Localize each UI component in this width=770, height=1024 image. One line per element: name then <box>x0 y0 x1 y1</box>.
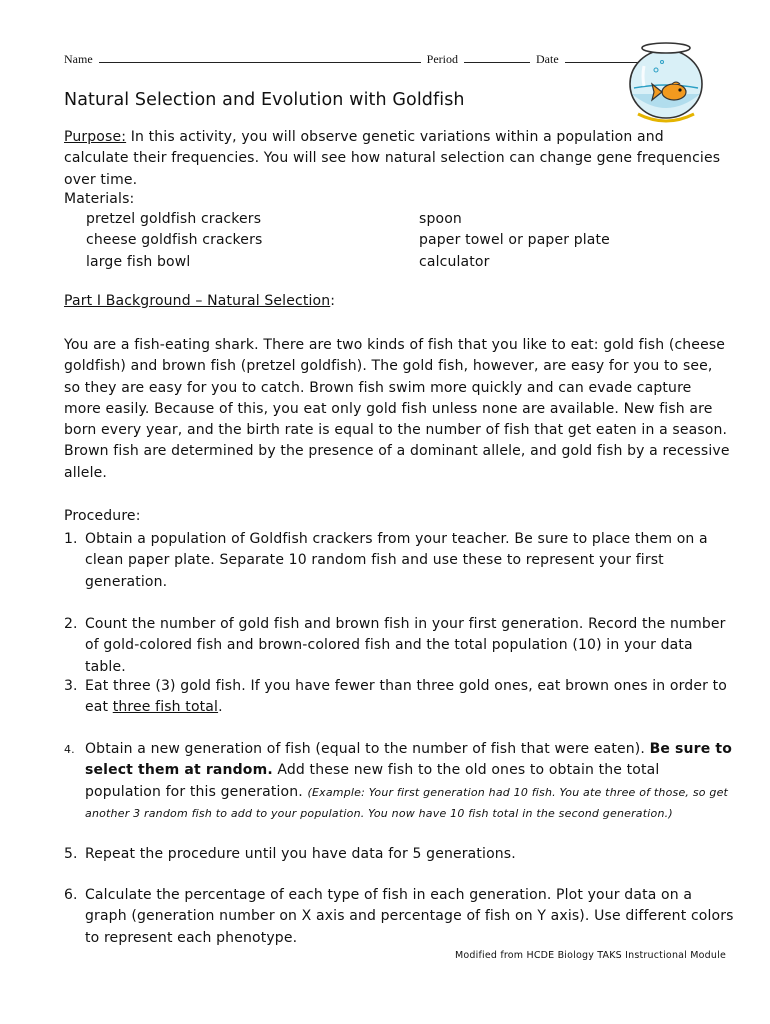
purpose-section <box>64 127 730 191</box>
step-number: 6. <box>64 887 78 903</box>
step-number: 4. <box>64 743 75 756</box>
step-text: Count the number of gold fish and brown fish in your first generation. Record the number of gold-colored fish and brown-colored fish and the total population (10) in your data table. <box>85 616 726 675</box>
procedure-step-4 <box>64 739 734 824</box>
part1-heading <box>64 293 335 309</box>
step-text: Obtain a population of Goldfish crackers from your teacher. Be sure to place them on a clean paper plate. Separate 10 random fish and use these to represent your first generation. <box>85 531 708 590</box>
period-blank[interactable] <box>464 52 530 63</box>
list-item: spoon <box>419 211 462 227</box>
procedure-step-5 <box>64 844 734 865</box>
procedure-step-2 <box>64 614 734 678</box>
part1-background-text: You are a fish-eating shark. There are two kinds of fish that you like to eat: gold fish (cheese goldfish) and brown fish (pretzel goldfish). The gold fish, however, are easy for you to see, so they are easy for you to catch. Brown fish swim more quickly and can evade capture more easily. Because of this, you eat only gold fish unless none are available. New fish are born every year, and the birth rate is equal to the number of fish that get eaten in a season. Brown fish are determined by the presence of a dominant allele, and gold fish by a recessive allele. <box>64 337 730 481</box>
purpose-text: In this activity, you will observe genetic variations within a population and calculate their frequencies. You will see how natural selection can change gene frequencies over time. <box>64 129 721 188</box>
footer-credit: Modified from HCDE Biology TAKS Instructional Module <box>454 950 726 961</box>
list-item: large fish bowl <box>86 253 191 270</box>
name-label: Name <box>64 52 93 66</box>
period-label: Period <box>426 52 458 66</box>
procedure-step-6 <box>64 885 734 949</box>
step-text-part: Obtain a new generation of fish (equal to the number of fish that were eaten). <box>85 741 650 757</box>
procedure-heading: Procedure: <box>64 508 141 524</box>
step-text-part: Eat three (3) gold fish. If you have fewer than three gold ones, eat brown ones in order to eat <box>85 678 727 716</box>
goldfish-bowl-icon <box>616 36 716 126</box>
part1-heading-text: Part I Background – Natural Selection <box>64 293 331 309</box>
header-fields <box>64 52 648 67</box>
list-item: pretzel goldfish crackers <box>86 211 262 227</box>
step-number: 2. <box>64 616 78 632</box>
page-title: Natural Selection and Evolution with Goldfish <box>64 90 465 110</box>
step-number: 5. <box>64 846 78 862</box>
procedure-step-3 <box>64 676 734 719</box>
name-blank[interactable] <box>99 52 421 63</box>
step-number: 1. <box>64 531 78 547</box>
list-item: paper towel or paper plate <box>419 232 610 249</box>
step-example-italic: (Example: Your first generation had 10 fish. You ate three of those, so get another 3 random fish to add to your population. You now have 10 fish total in the second generation.) <box>85 785 729 820</box>
step-text: Calculate the percentage of each type of fish in each generation. Plot your data on a graph (generation number on X axis and percentage of fish on Y axis). Use different colors to represent each phenotype. <box>85 887 734 946</box>
materials-heading: Materials: <box>64 191 135 207</box>
step-number: 3. <box>64 678 78 694</box>
date-label: Date <box>536 52 559 66</box>
step-text: Repeat the procedure until you have data for 5 generations. <box>85 846 516 862</box>
step-text-part: Add these new fish to the old ones to obtain the total population for this generation. <box>85 762 660 800</box>
materials-list-right <box>419 209 610 273</box>
part1-heading-colon: : <box>330 293 336 309</box>
list-item: calculator <box>419 253 490 270</box>
step-text <box>85 739 734 824</box>
step-text-bold: Be sure to select them at random. <box>85 741 732 779</box>
list-item: cheese goldfish crackers <box>86 232 263 249</box>
step-text-part: . <box>218 699 223 716</box>
purpose-label: Purpose: <box>64 129 127 145</box>
materials-list-left <box>86 209 262 273</box>
procedure-step-1 <box>64 529 734 593</box>
step-text-underlined: three fish total <box>112 699 219 716</box>
step-text <box>85 676 734 719</box>
